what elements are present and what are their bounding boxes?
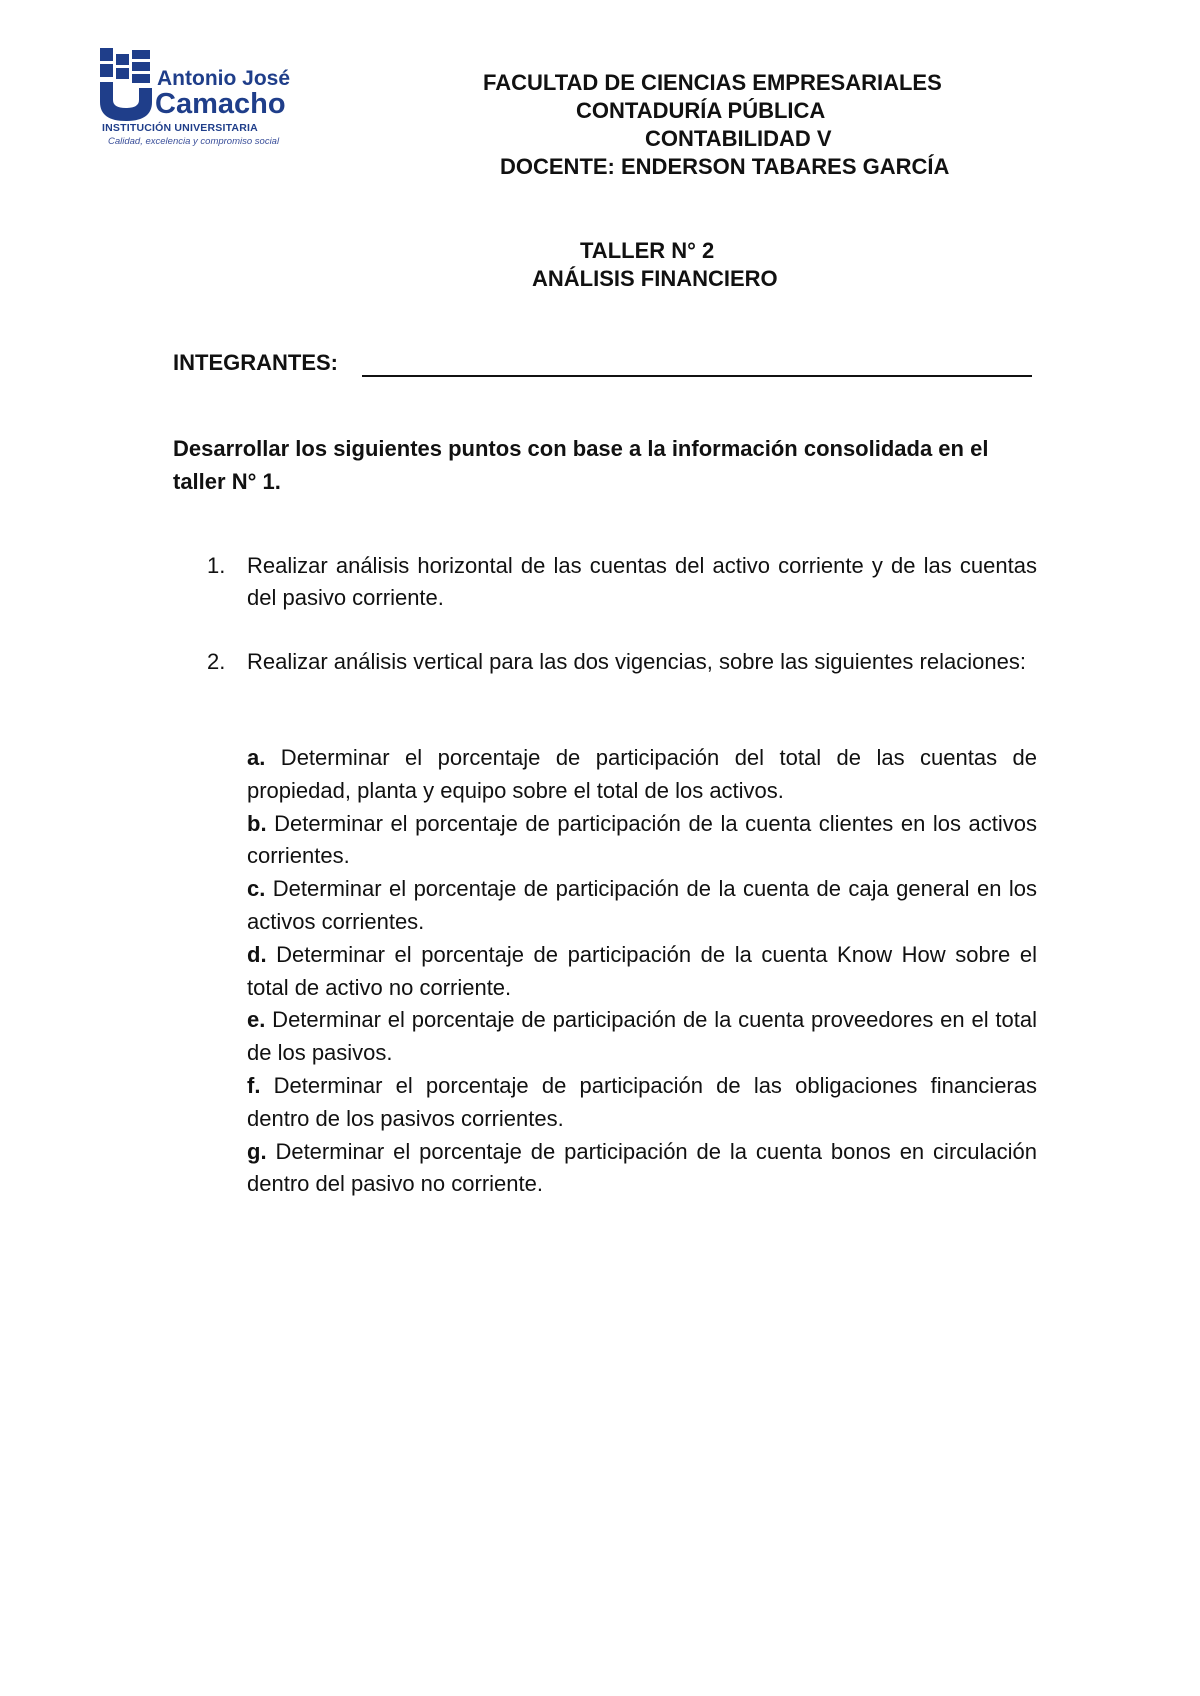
subitem-text: Determinar el porcentaje de participación de las obligaciones financieras dentro de los pasivos corrientes.	[247, 1072, 1037, 1131]
subitem-letter: d.	[247, 941, 267, 967]
institution-logo	[100, 48, 300, 158]
header-faculty: FACULTAD DE CIENCIAS EMPRESARIALES	[483, 70, 942, 95]
subitem-text: Determinar el porcentaje de participación de la cuenta proveedores en el total de los pasivos.	[247, 1007, 1037, 1066]
list-item-text: Realizar análisis horizontal de las cuentas del activo corriente y de las cuentas del pasivo corriente.	[247, 553, 1037, 610]
subitem-e	[247, 1004, 1037, 1070]
subitem-d	[247, 939, 1037, 1005]
subitem-text: Determinar el porcentaje de participación de la cuenta clientes en los activos corrientes.	[247, 810, 1037, 869]
logo-name-line1: Antonio José	[157, 67, 291, 90]
list-item	[207, 550, 1037, 614]
subitem-list	[247, 742, 1037, 1201]
header-program: CONTADURÍA PÚBLICA	[576, 98, 826, 123]
list-item-text: Realizar análisis vertical para las dos vigencias, sobre las siguientes relaciones:	[247, 649, 1026, 674]
workshop-title: TALLER N° 2	[580, 238, 715, 263]
workshop-topic: ANÁLISIS FINANCIERO	[532, 266, 778, 291]
subitem-c	[247, 873, 1037, 939]
instructions-intro: Desarrollar los siguientes puntos con base a la información consolidada en el taller N° 1.	[173, 436, 989, 494]
list-item-number: 1.	[207, 553, 226, 578]
subitem-letter: a.	[247, 745, 266, 770]
subitem-a	[247, 742, 1037, 808]
logo-name-line2: Camacho	[155, 88, 286, 120]
subitem-b	[247, 808, 1037, 874]
logo-tagline: Calidad, excelencia y compromiso social	[108, 136, 280, 147]
subitem-text: Determinar el porcentaje de participación de la cuenta bonos en circulación dentro del pasivo no corriente.	[247, 1138, 1037, 1197]
subitem-letter: b.	[247, 810, 267, 836]
header-course: CONTABILIDAD V	[645, 126, 832, 151]
list-item	[207, 646, 1037, 678]
subitem-letter: f.	[247, 1072, 261, 1098]
subitem-letter: e.	[247, 1007, 266, 1033]
integrantes-label: INTEGRANTES:	[173, 350, 338, 375]
subitem-text: Determinar el porcentaje de participación de la cuenta de caja general en los activos corrientes.	[247, 876, 1037, 934]
subitem-g	[247, 1136, 1037, 1202]
subitem-letter: c.	[247, 876, 266, 902]
subitem-letter: g.	[247, 1138, 267, 1164]
header-teacher: DOCENTE: ENDERSON TABARES GARCÍA	[500, 154, 950, 179]
subitem-text: Determinar el porcentaje de participación de la cuenta Know How sobre el total de activo no corriente.	[247, 941, 1037, 1000]
subitem-text: Determinar el porcentaje de participación del total de las cuentas de propiedad, planta y equipo sobre el total de los activos.	[247, 745, 1037, 803]
subitem-f	[247, 1070, 1037, 1136]
logo-mark-icon	[100, 48, 152, 122]
list-item-number: 2.	[207, 649, 226, 674]
logo-institution-label: INSTITUCIÓN UNIVERSITARIA	[102, 122, 258, 134]
integrantes-fill-line	[362, 375, 1032, 377]
